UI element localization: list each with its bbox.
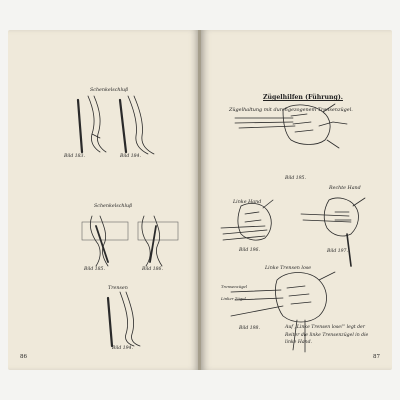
label-snaffle-rein: Trensenzügel <box>221 284 248 289</box>
label-right-hand: Rechte Hand <box>329 186 361 191</box>
left-page <box>8 30 199 370</box>
figure-caption-185: Bild 185. <box>84 267 105 272</box>
page-heading: Zügelhilfen (Führung). <box>263 94 343 101</box>
right-page-illustrations <box>201 30 392 370</box>
page-number-right: 87 <box>373 354 380 360</box>
figure-197-drawing <box>301 198 365 266</box>
open-book <box>8 30 392 370</box>
figure-184-drawing <box>120 96 154 154</box>
figure-caption-196: Bild 196. <box>239 248 260 253</box>
figure-186-drawing <box>138 216 178 266</box>
label-left-snaffle-loose: Linke Trensen lose <box>265 266 312 271</box>
section-title-thigh-hold: Schenkelschluß <box>94 204 133 209</box>
figure-183-drawing <box>78 96 106 152</box>
figure-caption-184: Bild 184. <box>120 154 141 159</box>
figure-196-drawing <box>221 200 273 240</box>
figure-caption-194: Bild 194. <box>112 346 133 351</box>
right-page <box>201 30 392 370</box>
figure-caption-183: Bild 183. <box>64 154 85 159</box>
instruction-note: Auf „Linke Trensen lose!“ legt der Reiter die linke Trensenzügel in die linke Hand. <box>285 325 369 346</box>
label-left-hand: Linke Hand <box>233 200 262 205</box>
figure-caption-198: Bild 198. <box>239 326 260 331</box>
figure-194-drawing <box>108 292 140 346</box>
figure-caption-197: Bild 197. <box>327 249 348 254</box>
page-subheading: Zügelhaltung mit durchgezogenem Trensenzügel. <box>229 107 353 113</box>
label-left-rein: Linker Zügel <box>221 296 246 301</box>
left-page-illustrations <box>8 30 199 370</box>
figure-caption-195: Bild 195. <box>285 176 306 181</box>
page-number-left: 86 <box>20 354 27 360</box>
section-title-thigh-contact: Schenkelschluß <box>90 88 129 93</box>
section-title-snaffle: Trensen <box>108 286 128 291</box>
figure-caption-186: Bild 186. <box>142 267 163 272</box>
figure-185-drawing <box>82 216 128 266</box>
